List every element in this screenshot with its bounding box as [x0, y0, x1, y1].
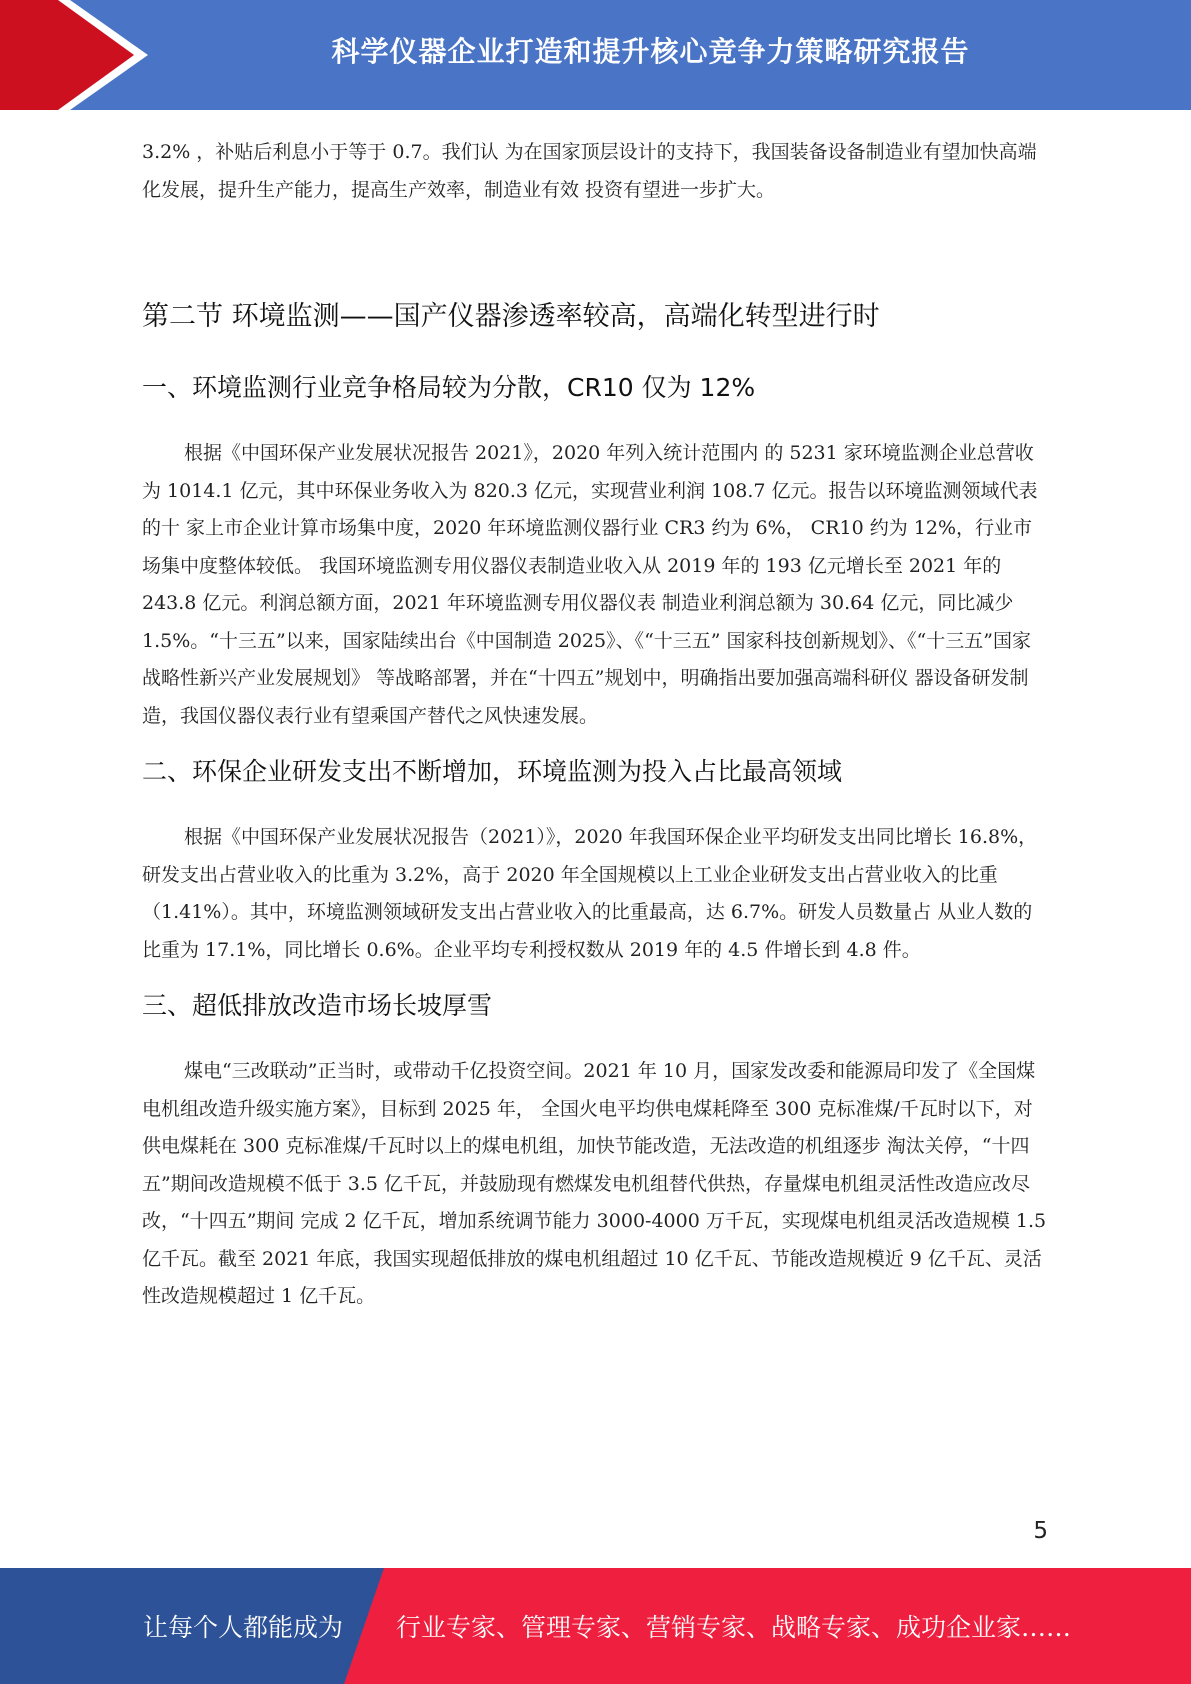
document-body	[142, 134, 1047, 1316]
header-banner	[0, 0, 1191, 110]
section-title: 第二节 环境监测——国产仪器渗透率较高，高端化转型进行时	[142, 301, 880, 332]
subsection-paragraph-1: 根据《中国环保产业发展状况报告 2021》，2020 年列入统计范围内 的 5231 家环境监测企业总营收为 1014.1 亿元，其中环保业务收入为 820.3 亿元，实现营业利润 108.7 亿元。报告以环境监测领域代表的十 家上市企业计算市场集中度，2020 年环境监测仪器行业 CR3 约为 6%， CR10 约为 12%，行业市场集中度整体较低。 我国环境监测专用仪器仪表制造业收入从 2019 年的 193 亿元增长至 2021 年的 243.8 亿元。利润总额方面，2021 年环境监测专用仪器仪表 制造业利润总额为 30.64 亿元，同比减少 1.5%。“十三五”以来，国家陆续出台《中国制造 2025》、《“十三五” 国家科技创新规划》、《“十三五”国家战略性新兴产业发展规划》 等战略部署，并在“十四五”规划中，明确指出要加强高端科研仪 器设备研发制造，我国仪器仪表行业有望乘国产替代之风快速发展。	[142, 442, 1038, 727]
subsection-heading-2: 二、环保企业研发支出不断增加，环境监测为投入占比最高领域	[142, 757, 843, 786]
subsection-paragraph-3: 煤电“三改联动”正当时，或带动千亿投资空间。2021 年 10 月，国家发改委和能源局印发了《全国煤电机组改造升级实施方案》，目标到 2025 年， 全国火电平均供电煤耗降至 300 克标准煤/千瓦时以下，对供电煤耗在 300 克标准煤/千瓦时以上的煤电机组，加快节能改造，无法改造的机组逐步 淘汰关停，“十四五”期间改造规模不低于 3.5 亿千瓦，并鼓励现有燃煤发电机组替代供热，存量煤电机组灵活性改造应改尽改，“十四五”期间 完成 2 亿千瓦，增加系统调节能力 3000-4000 万千瓦，实现煤电机组灵活改造规模 1.5 亿千瓦。截至 2021 年底，我国实现超低排放的煤电机组超过 10 亿千瓦、节能改造规模近 9 亿千瓦、灵活性改造规模超过 1 亿千瓦。	[142, 1060, 1047, 1307]
footer-banner	[0, 1568, 1191, 1684]
footer-slogan-left: 让每个人都能成为	[143, 1613, 344, 1642]
page-number: 5	[1033, 1518, 1048, 1544]
subsection-heading-1: 一、环境监测行业竞争格局较为分散，CR10 仅为 12%	[142, 373, 756, 402]
subsection-heading-3: 三、超低排放改造市场长坡厚雪	[142, 991, 493, 1020]
subsection-paragraph-2: 根据《中国环保产业发展状况报告（2021）》，2020 年我国环保企业平均研发支出同比增长 16.8%，研发支出占营业收入的比重为 3.2%，高于 2020 年全国规模以上工业企业研发支出占营业收入的比重（1.41%）。其中，环境监测领域研发支出占营业收入的比重最高，达 6.7%。研发人员数量占 从业人数的比重为 17.1%，同比增长 0.6%。企业平均专利授权数从 2019 年的 4.5 件增长到 4.8 件。	[142, 826, 1038, 961]
footer-slogan-right: 行业专家、管理专家、营销专家、战略专家、成功企业家……	[396, 1613, 1072, 1642]
report-title: 科学仪器企业打造和提升核心竞争力策略研究报告	[331, 35, 970, 68]
chevron-arrow-icon	[0, 0, 160, 110]
intro-paragraph: 3.2% ，补贴后利息小于等于 0.7。我们认 为在国家顶层设计的支持下，我国装备设备制造业有望加快高端化发展，提升生产能力，提高生产效率，制造业有效 投资有望进一步扩大。	[142, 141, 1037, 201]
